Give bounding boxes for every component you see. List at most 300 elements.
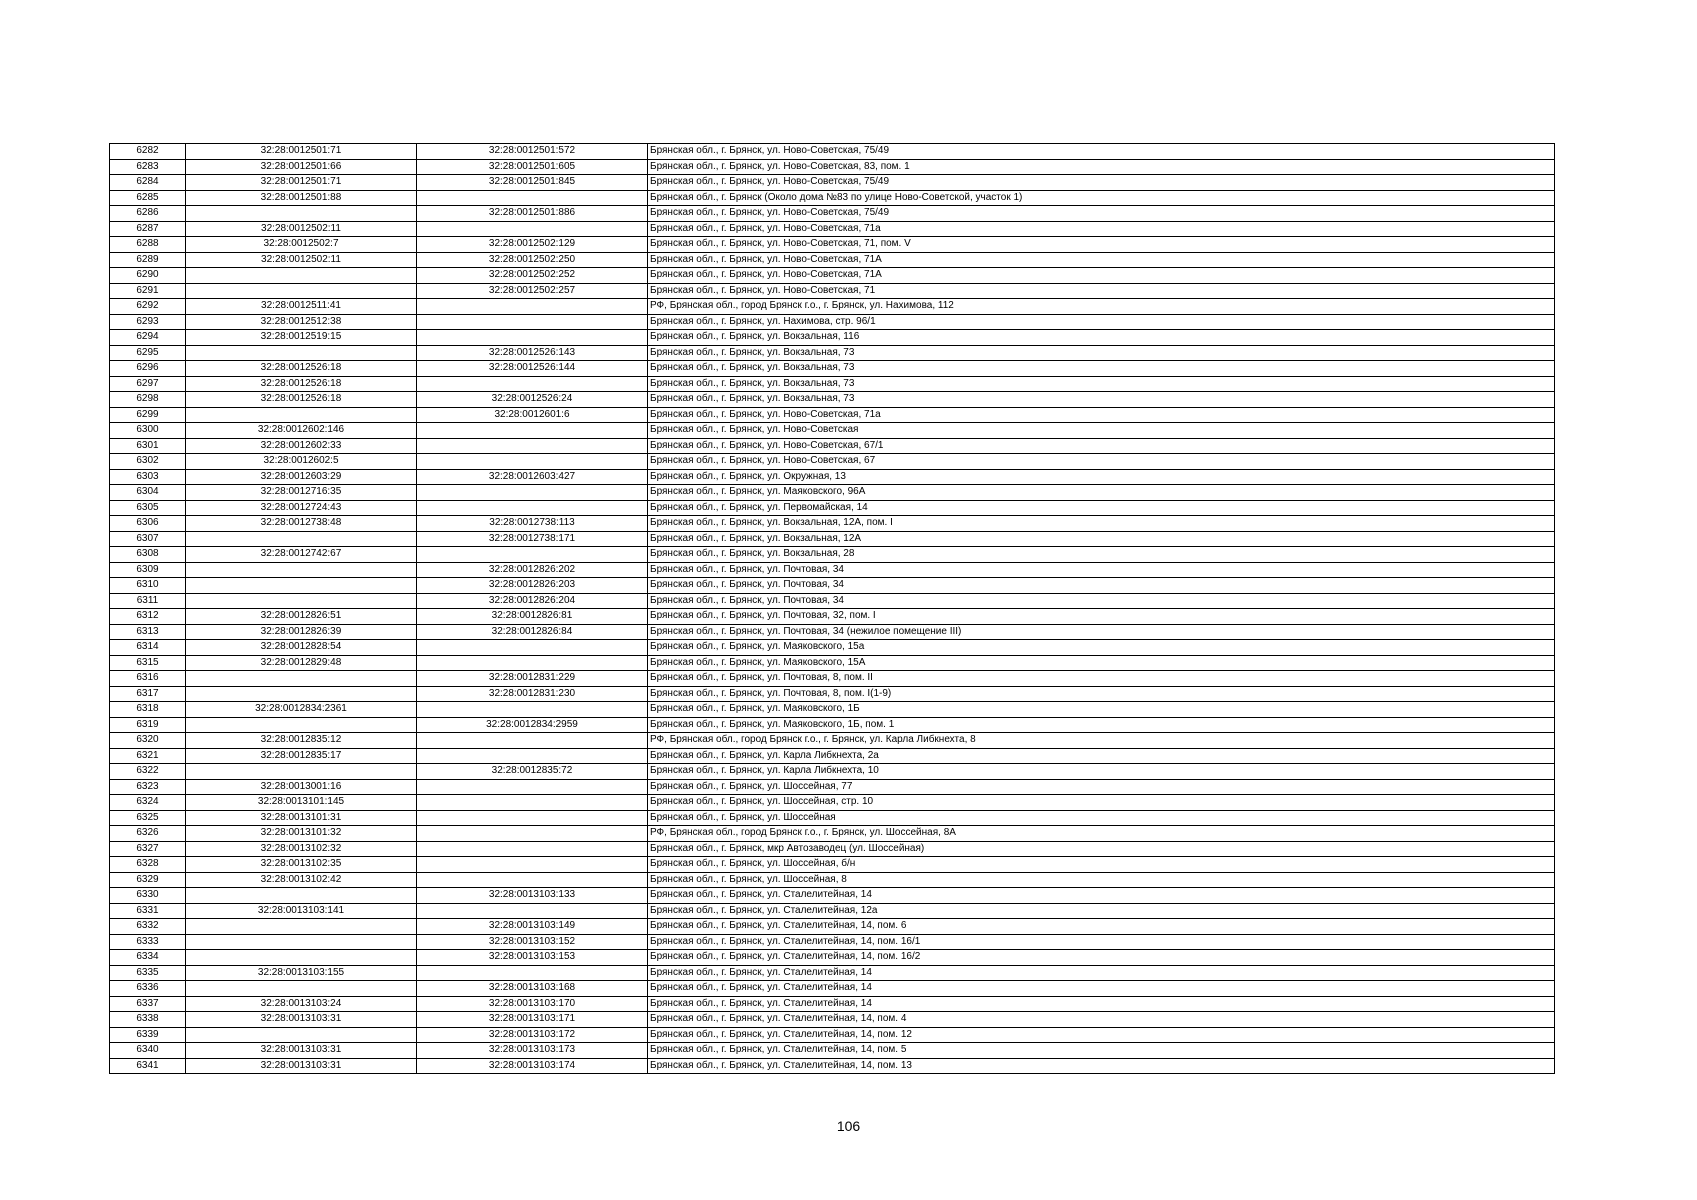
object-cadastral-number-cell — [417, 314, 648, 330]
table-row — [110, 314, 1555, 330]
object-cadastral-number-cell: 32:28:0012831:230 — [417, 686, 648, 702]
land-cadastral-number-cell: 32:28:0012501:66 — [186, 159, 417, 175]
address-cell: Брянская обл., г. Брянск, ул. Сталелитейная, 14 — [648, 996, 1555, 1012]
object-cadastral-number-cell: 32:28:0012826:81 — [417, 609, 648, 625]
address-cell: Брянская обл., г. Брянск, ул. Ново-Советская, 71А — [648, 252, 1555, 268]
address-cell: Брянская обл., г. Брянск, ул. Почтовая, 34 — [648, 562, 1555, 578]
object-cadastral-number-cell — [417, 454, 648, 470]
row-number-cell: 6309 — [110, 562, 186, 578]
address-cell: Брянская обл., г. Брянск, ул. Вокзальная, 73 — [648, 345, 1555, 361]
object-cadastral-number-cell — [417, 485, 648, 501]
row-number-cell: 6313 — [110, 624, 186, 640]
table-row — [110, 438, 1555, 454]
row-number-cell: 6302 — [110, 454, 186, 470]
row-number-cell: 6296 — [110, 361, 186, 377]
address-cell: Брянская обл., г. Брянск, ул. Окружная, 13 — [648, 469, 1555, 485]
object-cadastral-number-cell — [417, 547, 648, 563]
address-cell: Брянская обл., г. Брянск, ул. Вокзальная, 73 — [648, 376, 1555, 392]
land-cadastral-number-cell: 32:28:0013101:145 — [186, 795, 417, 811]
table-row — [110, 733, 1555, 749]
row-number-cell: 6292 — [110, 299, 186, 315]
land-cadastral-number-cell — [186, 686, 417, 702]
object-cadastral-number-cell — [417, 903, 648, 919]
address-cell: Брянская обл., г. Брянск, ул. Почтовая, 34 (нежилое помещение III) — [648, 624, 1555, 640]
land-cadastral-number-cell: 32:28:0013001:16 — [186, 779, 417, 795]
table-row — [110, 996, 1555, 1012]
object-cadastral-number-cell — [417, 655, 648, 671]
object-cadastral-number-cell: 32:28:0013103:172 — [417, 1027, 648, 1043]
address-cell: Брянская обл., г. Брянск, ул. Почтовая, 8, пом. I(1-9) — [648, 686, 1555, 702]
object-cadastral-number-cell: 32:28:0012831:229 — [417, 671, 648, 687]
table-row — [110, 857, 1555, 873]
table-row — [110, 144, 1555, 160]
row-number-cell: 6287 — [110, 221, 186, 237]
address-cell: Брянская обл., г. Брянск, ул. Маяковского, 1Б — [648, 702, 1555, 718]
row-number-cell: 6295 — [110, 345, 186, 361]
address-cell: Брянская обл., г. Брянск, ул. Почтовая, 34 — [648, 593, 1555, 609]
row-number-cell: 6303 — [110, 469, 186, 485]
row-number-cell: 6338 — [110, 1012, 186, 1028]
object-cadastral-number-cell: 32:28:0012601:6 — [417, 407, 648, 423]
table-row — [110, 981, 1555, 997]
address-cell: Брянская обл., г. Брянск, ул. Почтовая, 32, пом. I — [648, 609, 1555, 625]
table-row — [110, 423, 1555, 439]
object-cadastral-number-cell: 32:28:0013103:170 — [417, 996, 648, 1012]
address-cell: Брянская обл., г. Брянск, ул. Ново-Советская, 75/49 — [648, 175, 1555, 191]
table-row — [110, 175, 1555, 191]
address-cell: Брянская обл., г. Брянск, ул. Маяковского, 96А — [648, 485, 1555, 501]
object-cadastral-number-cell — [417, 826, 648, 842]
object-cadastral-number-cell — [417, 965, 648, 981]
object-cadastral-number-cell: 32:28:0012501:572 — [417, 144, 648, 160]
row-number-cell: 6326 — [110, 826, 186, 842]
row-number-cell: 6284 — [110, 175, 186, 191]
address-cell: Брянская обл., г. Брянск, ул. Нахимова, стр. 96/1 — [648, 314, 1555, 330]
object-cadastral-number-cell — [417, 299, 648, 315]
row-number-cell: 6305 — [110, 500, 186, 516]
address-cell: Брянская обл., г. Брянск, ул. Маяковского, 15а — [648, 640, 1555, 656]
table-row — [110, 965, 1555, 981]
land-cadastral-number-cell: 32:28:0012511:41 — [186, 299, 417, 315]
registry-table-body — [110, 144, 1555, 1074]
table-row — [110, 919, 1555, 935]
land-cadastral-number-cell: 32:28:0012724:43 — [186, 500, 417, 516]
land-cadastral-number-cell: 32:28:0012826:51 — [186, 609, 417, 625]
object-cadastral-number-cell — [417, 733, 648, 749]
row-number-cell: 6293 — [110, 314, 186, 330]
address-cell: Брянская обл., г. Брянск, ул. Карла Либкнехта, 2а — [648, 748, 1555, 764]
address-cell: Брянская обл., г. Брянск, ул. Сталелитейная, 14, пом. 16/2 — [648, 950, 1555, 966]
land-cadastral-number-cell — [186, 1027, 417, 1043]
address-cell: Брянская обл., г. Брянск, ул. Вокзальная, 28 — [648, 547, 1555, 563]
row-number-cell: 6332 — [110, 919, 186, 935]
row-number-cell: 6319 — [110, 717, 186, 733]
land-cadastral-number-cell: 32:28:0013101:31 — [186, 810, 417, 826]
address-cell: Брянская обл., г. Брянск, ул. Шоссейная, 77 — [648, 779, 1555, 795]
address-cell: Брянская обл., г. Брянск, ул. Ново-Советская, 71а — [648, 407, 1555, 423]
row-number-cell: 6282 — [110, 144, 186, 160]
object-cadastral-number-cell — [417, 640, 648, 656]
table-row — [110, 748, 1555, 764]
object-cadastral-number-cell: 32:28:0012834:2959 — [417, 717, 648, 733]
row-number-cell: 6328 — [110, 857, 186, 873]
row-number-cell: 6291 — [110, 283, 186, 299]
object-cadastral-number-cell: 32:28:0013103:174 — [417, 1058, 648, 1074]
table-row — [110, 810, 1555, 826]
table-row — [110, 1012, 1555, 1028]
object-cadastral-number-cell: 32:28:0012502:129 — [417, 237, 648, 253]
land-cadastral-number-cell: 32:28:0012829:48 — [186, 655, 417, 671]
address-cell: Брянская обл., г. Брянск, ул. Ново-Советская, 71а — [648, 221, 1555, 237]
table-row — [110, 686, 1555, 702]
land-cadastral-number-cell: 32:28:0013101:32 — [186, 826, 417, 842]
land-cadastral-number-cell: 32:28:0013102:35 — [186, 857, 417, 873]
address-cell: Брянская обл., г. Брянск, ул. Вокзальная, 116 — [648, 330, 1555, 346]
table-row — [110, 454, 1555, 470]
land-cadastral-number-cell: 32:28:0012602:5 — [186, 454, 417, 470]
table-row — [110, 717, 1555, 733]
table-row — [110, 190, 1555, 206]
land-cadastral-number-cell: 32:28:0012501:88 — [186, 190, 417, 206]
table-row — [110, 206, 1555, 222]
row-number-cell: 6337 — [110, 996, 186, 1012]
land-cadastral-number-cell: 32:28:0012526:18 — [186, 376, 417, 392]
table-row — [110, 593, 1555, 609]
land-cadastral-number-cell — [186, 345, 417, 361]
address-cell: Брянская обл., г. Брянск, мкр Автозаводец (ул. Шоссейная) — [648, 841, 1555, 857]
land-cadastral-number-cell — [186, 268, 417, 284]
address-cell: Брянская обл., г. Брянск, ул. Ново-Советская, 75/49 — [648, 206, 1555, 222]
object-cadastral-number-cell: 32:28:0013103:149 — [417, 919, 648, 935]
table-row — [110, 516, 1555, 532]
land-cadastral-number-cell: 32:28:0013102:32 — [186, 841, 417, 857]
object-cadastral-number-cell: 32:28:0013103:173 — [417, 1043, 648, 1059]
registry-table — [109, 143, 1555, 1074]
land-cadastral-number-cell — [186, 206, 417, 222]
table-row — [110, 392, 1555, 408]
address-cell: Брянская обл., г. Брянск, ул. Шоссейная — [648, 810, 1555, 826]
object-cadastral-number-cell: 32:28:0012526:144 — [417, 361, 648, 377]
row-number-cell: 6308 — [110, 547, 186, 563]
table-row — [110, 562, 1555, 578]
address-cell: РФ, Брянская обл., город Брянск г.о., г. Брянск, ул. Шоссейная, 8А — [648, 826, 1555, 842]
address-cell: Брянская обл., г. Брянск, ул. Почтовая, 8, пом. II — [648, 671, 1555, 687]
row-number-cell: 6325 — [110, 810, 186, 826]
land-cadastral-number-cell — [186, 934, 417, 950]
object-cadastral-number-cell — [417, 330, 648, 346]
object-cadastral-number-cell: 32:28:0013103:168 — [417, 981, 648, 997]
land-cadastral-number-cell: 32:28:0012501:71 — [186, 175, 417, 191]
land-cadastral-number-cell — [186, 764, 417, 780]
address-cell: Брянская обл., г. Брянск, ул. Ново-Советская, 67/1 — [648, 438, 1555, 454]
row-number-cell: 6324 — [110, 795, 186, 811]
object-cadastral-number-cell: 32:28:0012501:886 — [417, 206, 648, 222]
row-number-cell: 6304 — [110, 485, 186, 501]
land-cadastral-number-cell — [186, 919, 417, 935]
object-cadastral-number-cell: 32:28:0012603:427 — [417, 469, 648, 485]
address-cell: Брянская обл., г. Брянск, ул. Ново-Советская, 75/49 — [648, 144, 1555, 160]
land-cadastral-number-cell: 32:28:0012835:12 — [186, 733, 417, 749]
table-row — [110, 299, 1555, 315]
address-cell: РФ, Брянская обл., город Брянск г.о., г. Брянск, ул. Нахимова, 112 — [648, 299, 1555, 315]
table-row — [110, 934, 1555, 950]
object-cadastral-number-cell: 32:28:0012835:72 — [417, 764, 648, 780]
table-row — [110, 655, 1555, 671]
row-number-cell: 6312 — [110, 609, 186, 625]
address-cell: Брянская обл., г. Брянск, ул. Сталелитейная, 14, пом. 13 — [648, 1058, 1555, 1074]
object-cadastral-number-cell — [417, 438, 648, 454]
address-cell: Брянская обл., г. Брянск, ул. Сталелитейная, 14, пом. 6 — [648, 919, 1555, 935]
land-cadastral-number-cell: 32:28:0013103:155 — [186, 965, 417, 981]
address-cell: Брянская обл., г. Брянск, ул. Сталелитейная, 14, пом. 12 — [648, 1027, 1555, 1043]
object-cadastral-number-cell — [417, 376, 648, 392]
land-cadastral-number-cell: 32:28:0012602:33 — [186, 438, 417, 454]
object-cadastral-number-cell: 32:28:0012502:250 — [417, 252, 648, 268]
table-row — [110, 283, 1555, 299]
row-number-cell: 6310 — [110, 578, 186, 594]
address-cell: Брянская обл., г. Брянск, ул. Карла Либкнехта, 10 — [648, 764, 1555, 780]
table-row — [110, 640, 1555, 656]
table-row — [110, 330, 1555, 346]
row-number-cell: 6329 — [110, 872, 186, 888]
land-cadastral-number-cell: 32:28:0013102:42 — [186, 872, 417, 888]
address-cell: Брянская обл., г. Брянск, ул. Вокзальная, 12А, пом. I — [648, 516, 1555, 532]
row-number-cell: 6298 — [110, 392, 186, 408]
land-cadastral-number-cell: 32:28:0012826:39 — [186, 624, 417, 640]
object-cadastral-number-cell: 32:28:0012502:252 — [417, 268, 648, 284]
row-number-cell: 6294 — [110, 330, 186, 346]
table-row — [110, 702, 1555, 718]
table-row — [110, 950, 1555, 966]
table-row — [110, 841, 1555, 857]
row-number-cell: 6285 — [110, 190, 186, 206]
address-cell: Брянская обл., г. Брянск, ул. Ново-Советская, 71А — [648, 268, 1555, 284]
address-cell: Брянская обл., г. Брянск (Около дома №83 по улице Ново-Советской, участок 1) — [648, 190, 1555, 206]
table-row — [110, 903, 1555, 919]
row-number-cell: 6283 — [110, 159, 186, 175]
row-number-cell: 6314 — [110, 640, 186, 656]
address-cell: Брянская обл., г. Брянск, ул. Почтовая, 34 — [648, 578, 1555, 594]
land-cadastral-number-cell: 32:28:0012512:38 — [186, 314, 417, 330]
land-cadastral-number-cell: 32:28:0012716:35 — [186, 485, 417, 501]
table-row — [110, 469, 1555, 485]
object-cadastral-number-cell — [417, 795, 648, 811]
row-number-cell: 6316 — [110, 671, 186, 687]
address-cell: Брянская обл., г. Брянск, ул. Ново-Советская, 67 — [648, 454, 1555, 470]
table-row — [110, 671, 1555, 687]
address-cell: Брянская обл., г. Брянск, ул. Вокзальная, 12А — [648, 531, 1555, 547]
table-row — [110, 578, 1555, 594]
row-number-cell: 6320 — [110, 733, 186, 749]
land-cadastral-number-cell — [186, 283, 417, 299]
address-cell: Брянская обл., г. Брянск, ул. Маяковского, 1Б, пом. 1 — [648, 717, 1555, 733]
row-number-cell: 6306 — [110, 516, 186, 532]
address-cell: Брянская обл., г. Брянск, ул. Сталелитейная, 14, пом. 5 — [648, 1043, 1555, 1059]
address-cell: Брянская обл., г. Брянск, ул. Шоссейная, б/н — [648, 857, 1555, 873]
row-number-cell: 6315 — [110, 655, 186, 671]
land-cadastral-number-cell — [186, 562, 417, 578]
land-cadastral-number-cell: 32:28:0012526:18 — [186, 392, 417, 408]
land-cadastral-number-cell: 32:28:0012742:67 — [186, 547, 417, 563]
table-row — [110, 376, 1555, 392]
land-cadastral-number-cell — [186, 717, 417, 733]
object-cadastral-number-cell: 32:28:0012501:605 — [417, 159, 648, 175]
object-cadastral-number-cell: 32:28:0013103:133 — [417, 888, 648, 904]
row-number-cell: 6340 — [110, 1043, 186, 1059]
address-cell: Брянская обл., г. Брянск, ул. Вокзальная, 73 — [648, 392, 1555, 408]
object-cadastral-number-cell — [417, 872, 648, 888]
row-number-cell: 6288 — [110, 237, 186, 253]
object-cadastral-number-cell: 32:28:0012526:143 — [417, 345, 648, 361]
address-cell: Брянская обл., г. Брянск, ул. Шоссейная, 8 — [648, 872, 1555, 888]
row-number-cell: 6317 — [110, 686, 186, 702]
object-cadastral-number-cell: 32:28:0013103:152 — [417, 934, 648, 950]
table-row — [110, 345, 1555, 361]
address-cell: Брянская обл., г. Брянск, ул. Сталелитейная, 14 — [648, 888, 1555, 904]
row-number-cell: 6286 — [110, 206, 186, 222]
object-cadastral-number-cell: 32:28:0013103:153 — [417, 950, 648, 966]
address-cell: Брянская обл., г. Брянск, ул. Ново-Советская — [648, 423, 1555, 439]
address-cell: Брянская обл., г. Брянск, ул. Ново-Советская, 71 — [648, 283, 1555, 299]
land-cadastral-number-cell: 32:28:0012835:17 — [186, 748, 417, 764]
land-cadastral-number-cell — [186, 578, 417, 594]
address-cell: Брянская обл., г. Брянск, ул. Вокзальная, 73 — [648, 361, 1555, 377]
row-number-cell: 6307 — [110, 531, 186, 547]
object-cadastral-number-cell: 32:28:0012738:171 — [417, 531, 648, 547]
land-cadastral-number-cell — [186, 888, 417, 904]
row-number-cell: 6333 — [110, 934, 186, 950]
object-cadastral-number-cell: 32:28:0012826:204 — [417, 593, 648, 609]
land-cadastral-number-cell — [186, 593, 417, 609]
row-number-cell: 6339 — [110, 1027, 186, 1043]
object-cadastral-number-cell — [417, 702, 648, 718]
object-cadastral-number-cell — [417, 857, 648, 873]
row-number-cell: 6327 — [110, 841, 186, 857]
land-cadastral-number-cell: 32:28:0012738:48 — [186, 516, 417, 532]
land-cadastral-number-cell — [186, 981, 417, 997]
address-cell: Брянская обл., г. Брянск, ул. Шоссейная, стр. 10 — [648, 795, 1555, 811]
row-number-cell: 6322 — [110, 764, 186, 780]
row-number-cell: 6341 — [110, 1058, 186, 1074]
address-cell: Брянская обл., г. Брянск, ул. Сталелитейная, 14 — [648, 981, 1555, 997]
object-cadastral-number-cell: 32:28:0012526:24 — [417, 392, 648, 408]
table-row — [110, 407, 1555, 423]
table-row — [110, 500, 1555, 516]
object-cadastral-number-cell: 32:28:0012502:257 — [417, 283, 648, 299]
table-row — [110, 361, 1555, 377]
land-cadastral-number-cell: 32:28:0012502:7 — [186, 237, 417, 253]
table-row — [110, 252, 1555, 268]
table-row — [110, 624, 1555, 640]
land-cadastral-number-cell — [186, 950, 417, 966]
table-row — [110, 1043, 1555, 1059]
object-cadastral-number-cell: 32:28:0013103:171 — [417, 1012, 648, 1028]
land-cadastral-number-cell: 32:28:0012602:146 — [186, 423, 417, 439]
table-row — [110, 1027, 1555, 1043]
table-row — [110, 268, 1555, 284]
table-row — [110, 609, 1555, 625]
address-cell: Брянская обл., г. Брянск, ул. Сталелитейная, 14, пом. 4 — [648, 1012, 1555, 1028]
row-number-cell: 6300 — [110, 423, 186, 439]
object-cadastral-number-cell — [417, 748, 648, 764]
address-cell: Брянская обл., г. Брянск, ул. Первомайская, 14 — [648, 500, 1555, 516]
land-cadastral-number-cell — [186, 531, 417, 547]
object-cadastral-number-cell — [417, 423, 648, 439]
row-number-cell: 6289 — [110, 252, 186, 268]
row-number-cell: 6290 — [110, 268, 186, 284]
row-number-cell: 6335 — [110, 965, 186, 981]
address-cell: Брянская обл., г. Брянск, ул. Ново-Советская, 83, пом. 1 — [648, 159, 1555, 175]
row-number-cell: 6321 — [110, 748, 186, 764]
table-row — [110, 888, 1555, 904]
address-cell: Брянская обл., г. Брянск, ул. Сталелитейная, 14, пом. 16/1 — [648, 934, 1555, 950]
page-number: 106 — [836, 1118, 861, 1134]
object-cadastral-number-cell: 32:28:0012501:845 — [417, 175, 648, 191]
table-row — [110, 826, 1555, 842]
table-row — [110, 764, 1555, 780]
land-cadastral-number-cell: 32:28:0012519:15 — [186, 330, 417, 346]
table-row — [110, 485, 1555, 501]
object-cadastral-number-cell: 32:28:0012738:113 — [417, 516, 648, 532]
object-cadastral-number-cell: 32:28:0012826:84 — [417, 624, 648, 640]
land-cadastral-number-cell: 32:28:0012603:29 — [186, 469, 417, 485]
object-cadastral-number-cell — [417, 221, 648, 237]
object-cadastral-number-cell: 32:28:0012826:203 — [417, 578, 648, 594]
row-number-cell: 6318 — [110, 702, 186, 718]
address-cell: РФ, Брянская обл., город Брянск г.о., г. Брянск, ул. Карла Либкнехта, 8 — [648, 733, 1555, 749]
land-cadastral-number-cell: 32:28:0012502:11 — [186, 252, 417, 268]
table-row — [110, 1058, 1555, 1074]
table-row — [110, 237, 1555, 253]
land-cadastral-number-cell: 32:28:0013103:141 — [186, 903, 417, 919]
row-number-cell: 6323 — [110, 779, 186, 795]
object-cadastral-number-cell — [417, 779, 648, 795]
address-cell: Брянская обл., г. Брянск, ул. Сталелитейная, 14 — [648, 965, 1555, 981]
address-cell: Брянская обл., г. Брянск, ул. Маяковского, 15А — [648, 655, 1555, 671]
object-cadastral-number-cell — [417, 810, 648, 826]
table-row — [110, 531, 1555, 547]
land-cadastral-number-cell: 32:28:0012502:11 — [186, 221, 417, 237]
row-number-cell: 6336 — [110, 981, 186, 997]
table-row — [110, 159, 1555, 175]
land-cadastral-number-cell: 32:28:0013103:31 — [186, 1058, 417, 1074]
object-cadastral-number-cell — [417, 500, 648, 516]
table-row — [110, 872, 1555, 888]
row-number-cell: 6330 — [110, 888, 186, 904]
row-number-cell: 6334 — [110, 950, 186, 966]
table-row — [110, 221, 1555, 237]
object-cadastral-number-cell: 32:28:0012826:202 — [417, 562, 648, 578]
land-cadastral-number-cell: 32:28:0013103:31 — [186, 1043, 417, 1059]
land-cadastral-number-cell: 32:28:0012834:2361 — [186, 702, 417, 718]
row-number-cell: 6297 — [110, 376, 186, 392]
land-cadastral-number-cell: 32:28:0012501:71 — [186, 144, 417, 160]
address-cell: Брянская обл., г. Брянск, ул. Сталелитейная, 12а — [648, 903, 1555, 919]
row-number-cell: 6301 — [110, 438, 186, 454]
address-cell: Брянская обл., г. Брянск, ул. Ново-Советская, 71, пом. V — [648, 237, 1555, 253]
row-number-cell: 6299 — [110, 407, 186, 423]
table-row — [110, 795, 1555, 811]
object-cadastral-number-cell — [417, 841, 648, 857]
land-cadastral-number-cell — [186, 407, 417, 423]
land-cadastral-number-cell: 32:28:0012526:18 — [186, 361, 417, 377]
land-cadastral-number-cell: 32:28:0013103:24 — [186, 996, 417, 1012]
land-cadastral-number-cell: 32:28:0012828:54 — [186, 640, 417, 656]
row-number-cell: 6331 — [110, 903, 186, 919]
table-row — [110, 547, 1555, 563]
table-row — [110, 779, 1555, 795]
object-cadastral-number-cell — [417, 190, 648, 206]
